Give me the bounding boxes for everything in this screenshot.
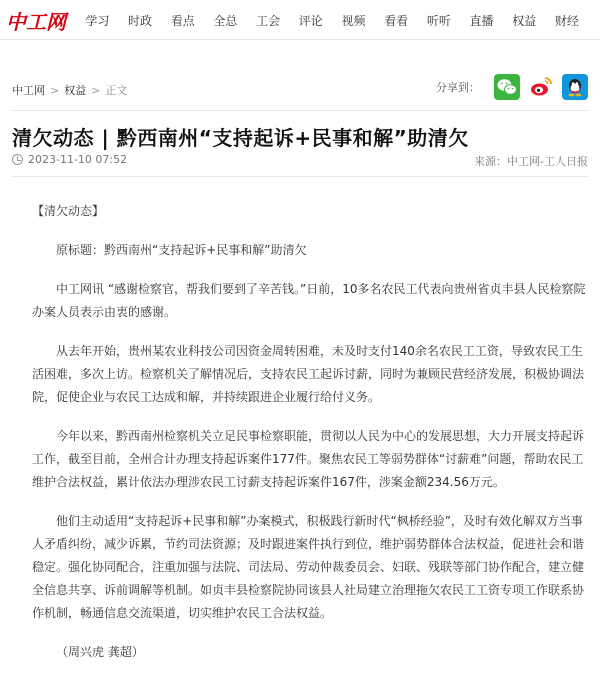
nav-item-shipin[interactable]: 视频 (341, 13, 366, 28)
article-paragraph: 他们主动适用“支持起诉+民事和解”办案模式，积极践行新时代“枫桥经验”，及时有效化解双方当事人矛盾纠纷，减少诉累，节约司法资源；及时跟进案件执行到位，维护弱势群体合法权益，促进社会和谐稳定。强化协同配合，注重加强与法院、司法局、劳动仲裁委员会、妇联、残联等部门协作配合，建立健全信息共享、诉前调解等机制。如贞丰县检察院协同该县人社局建立治理拖欠农民工工资专项工作联系协作机制，畅通信息交流渠道，切实维护农民工合法权益。 (32, 514, 585, 620)
site-logo[interactable] (6, 7, 66, 35)
nav-item-kankan[interactable]: 看看 (384, 13, 409, 28)
qq-icon[interactable] (562, 74, 588, 100)
nav-item-gonghui[interactable]: 工会 (256, 13, 281, 28)
divider (12, 110, 588, 111)
divider (12, 176, 588, 177)
nav-item-xuexi[interactable]: 学习 (85, 13, 110, 28)
clock-icon (12, 154, 23, 165)
breadcrumb (12, 82, 127, 98)
article-paragraph: 中工网讯 “感谢检察官，帮我们要到了辛苦钱。”日前，10多名农民工代表向贵州省贞丰县人民检察院办案人员表示由衷的感谢。 (32, 282, 586, 319)
nav-item-zhibo[interactable]: 直播 (469, 13, 494, 28)
nav-item-quanyi[interactable]: 权益 (512, 13, 537, 28)
nav-item-pinglun[interactable]: 评论 (298, 13, 323, 28)
article-byline: （周兴虎 龚超） (56, 645, 144, 659)
article-source: 来源：中工网-工人日报 (474, 155, 588, 168)
nav-item-quanzong[interactable]: 全总 (213, 13, 238, 28)
nav-item-tingting[interactable]: 听听 (426, 13, 451, 28)
article-paragraph: 【清欠动态】 (32, 204, 105, 218)
article-paragraph: 今年以来，黔西南州检察机关立足民事检察职能，贯彻以人民为中心的发展思想，大力开展支持起诉工作，截至目前，全州合计办理支持起诉案件177件。聚焦农民工等弱势群体“讨薪难”问题，帮助农民工维护合法权益，累计依法办理涉农民工讨薪支持起诉案件167件，涉案金额234.56万元。 (32, 429, 585, 489)
breadcrumb-separator: > (50, 83, 60, 97)
nav-item-kandian[interactable]: 看点 (170, 13, 195, 28)
article-paragraph: 原标题：黔西南州“支持起诉+民事和解”助清欠 (56, 243, 307, 257)
share-bar (436, 74, 588, 100)
share-label: 分享到： (436, 81, 480, 94)
article-title: 清欠动态 | 黔西南州“支持起诉+民事和解”助清欠 (12, 126, 469, 150)
breadcrumb-section[interactable]: 权益 (64, 84, 87, 97)
article-paragraph: 从去年开始，贵州某农业科技公司因资金周转困难，未及时支付140余名农民工工资，导致农民工生活困难，多次上访。检察机关了解情况后，支持农民工起诉讨薪，同时为兼顾民营经济发展，积极协调法院，促使企业与农民工达成和解，并持续跟进企业履行给付义务。 (32, 344, 585, 404)
article-body (32, 200, 588, 680)
weibo-icon[interactable] (528, 74, 554, 100)
nav-item-shizheng[interactable]: 时政 (128, 13, 153, 28)
nav-list (76, 0, 588, 40)
article-meta (12, 153, 588, 169)
top-navigation (0, 0, 600, 40)
breadcrumb-separator: > (91, 83, 101, 97)
breadcrumb-home[interactable]: 中工网 (12, 84, 45, 97)
breadcrumb-current: 正文 (105, 84, 128, 97)
svg-text:中工网: 中工网 (6, 10, 66, 34)
publish-date (12, 153, 127, 166)
wechat-icon[interactable] (494, 74, 520, 100)
nav-item-caijing[interactable]: 财经 (554, 13, 579, 28)
publish-date-text: 2023-11-10 07:52 (28, 153, 128, 166)
